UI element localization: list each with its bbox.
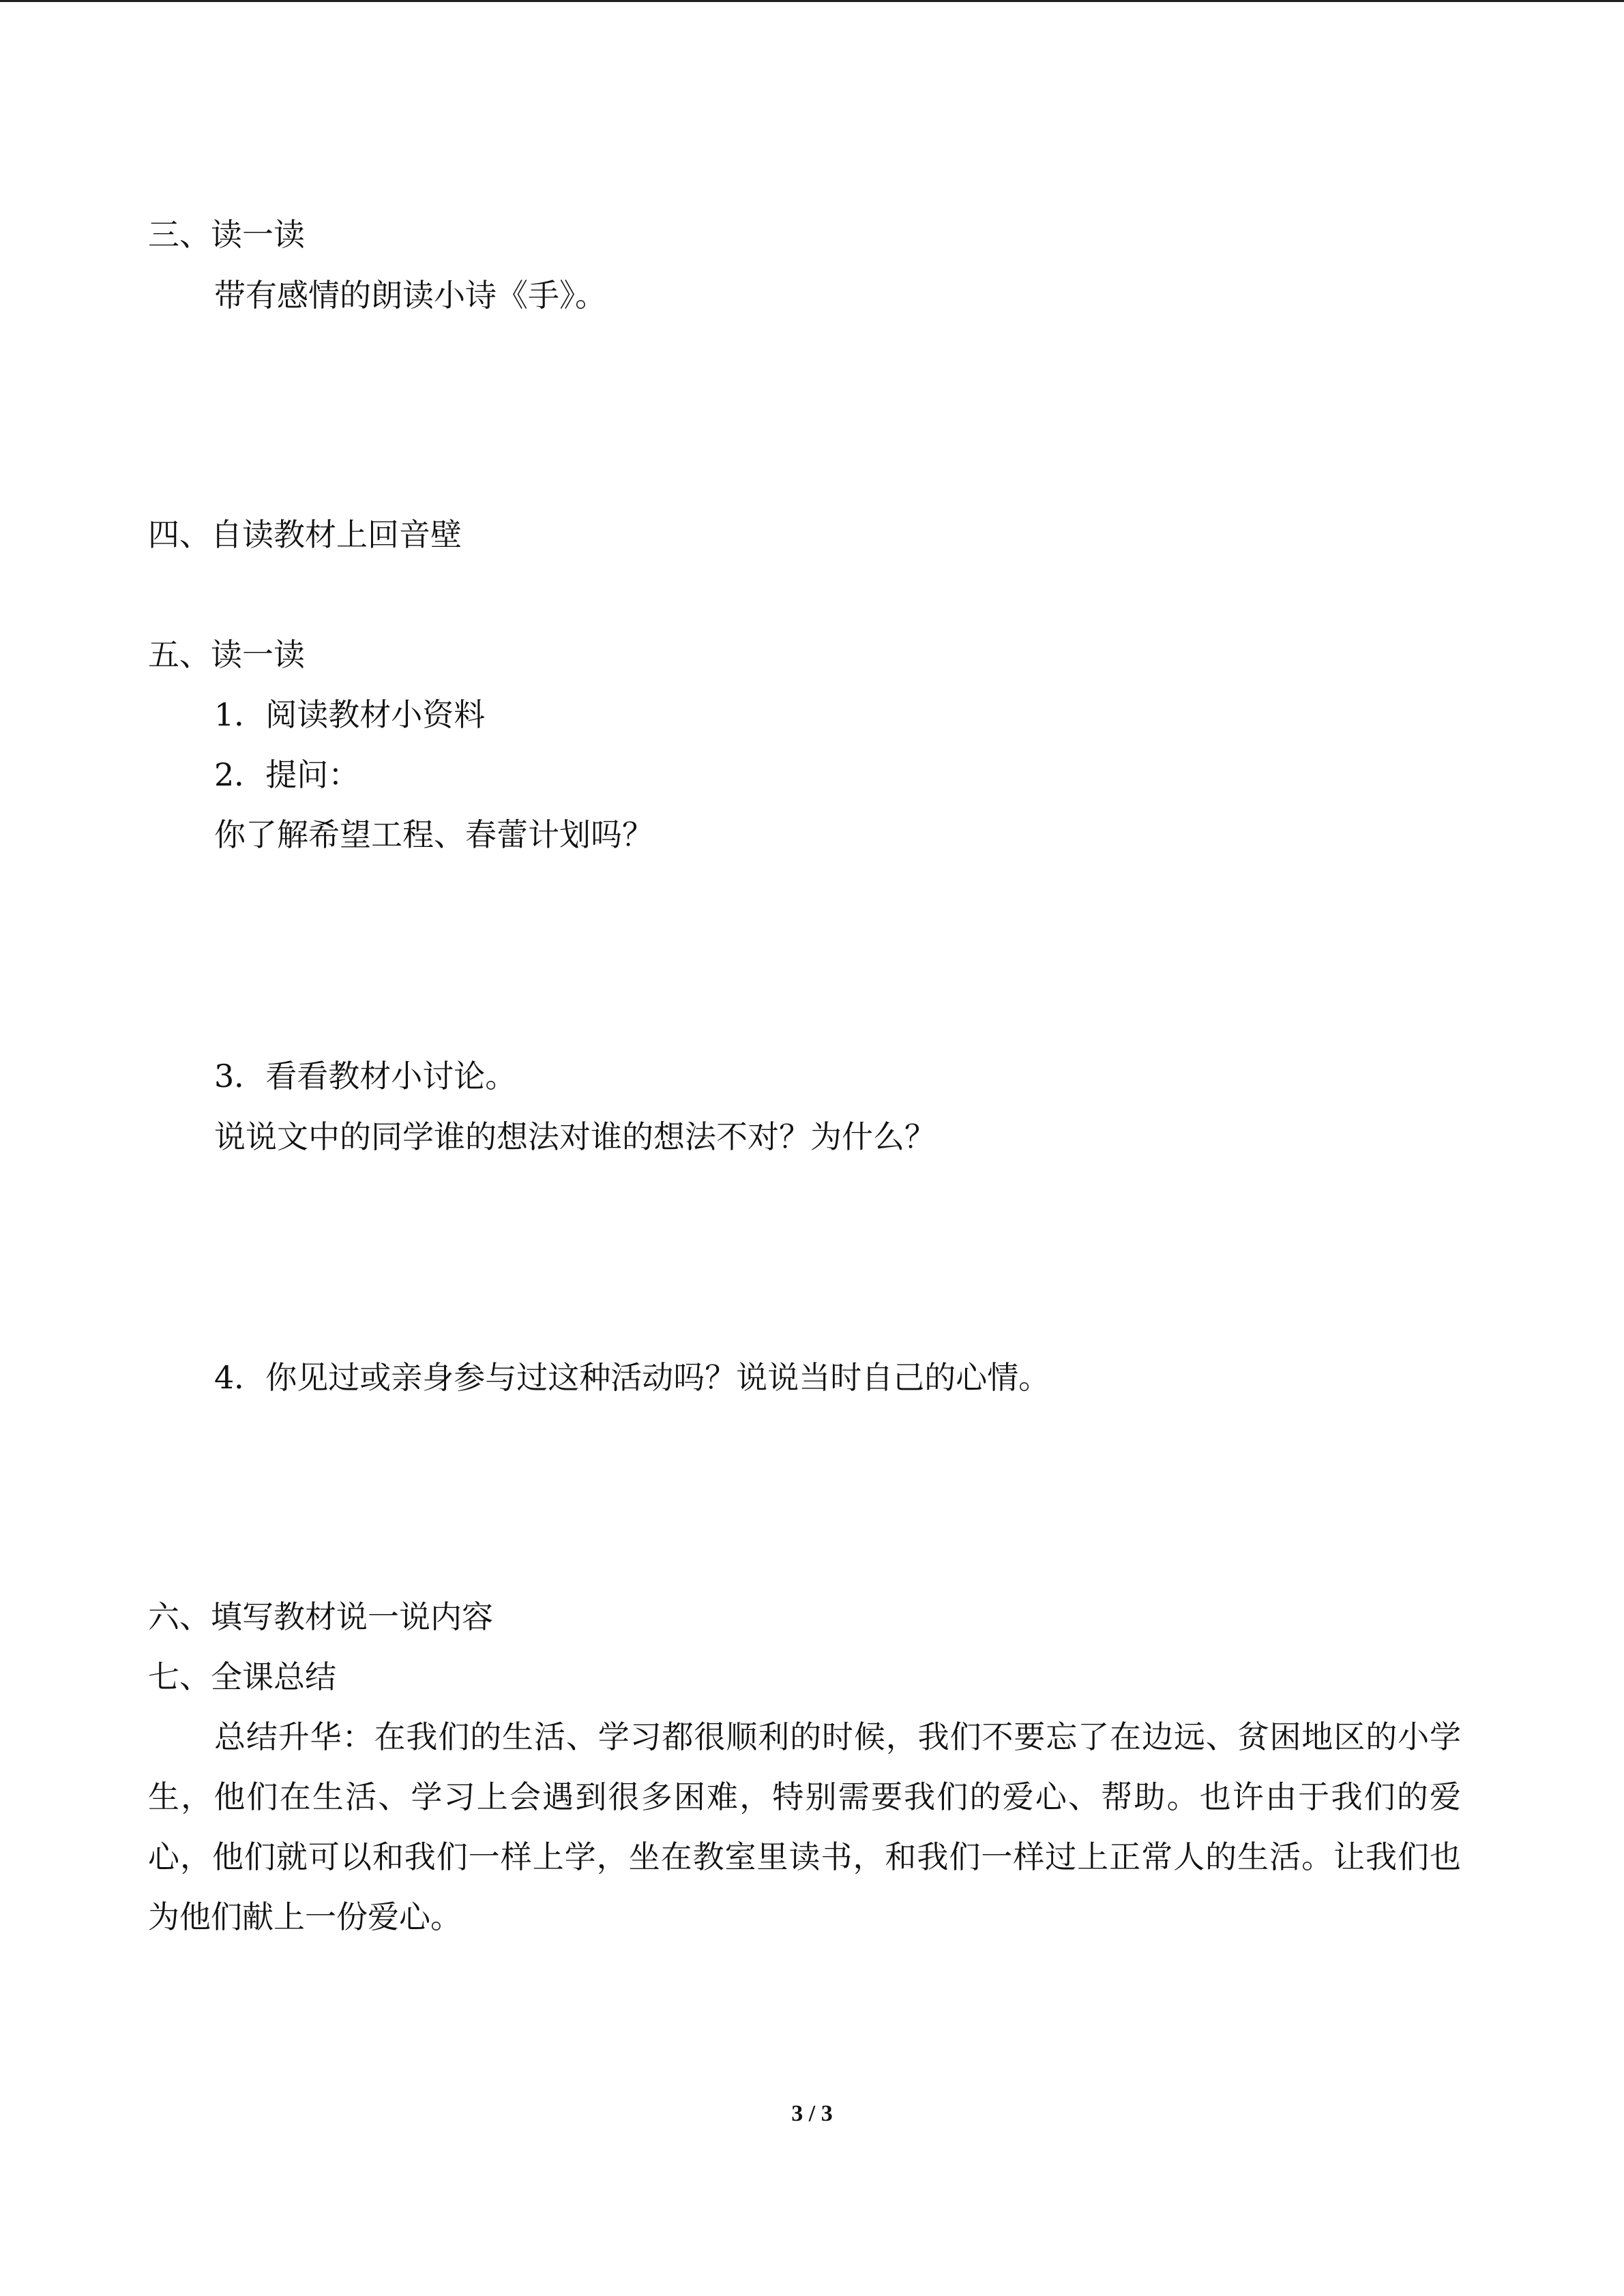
section-heading-6: 六、填写教材说一说内容 [148,1598,493,1635]
section-5-item-4: 4．你见过或亲身参与过这种活动吗？说说当时自己的心情。 [214,1359,1050,1396]
section-heading-7: 七、全课总结 [148,1658,336,1695]
section-heading-4: 四、自读教材上回音壁 [148,516,462,553]
section-5-item-3: 3．看看教材小讨论。 [214,1058,517,1094]
page-number: 3 / 3 [791,2101,833,2126]
section-5-question-3: 说说文中的同学谁的想法对谁的想法不对？为什么？ [214,1118,936,1155]
section-5-item-1: 1．阅读教材小资料 [214,696,486,733]
page-top-border [0,0,1624,2]
summary-paragraph: 总结升华：在我们的生活、学习都很顺利的时候，我们不要忘了在边远、贫困地区的小学生，他们在生活、学习上会遇到很多困难，特别需要我们的爱心、帮助。也许由于我们的爱心，他们就可以和我们一样上学，坐在教室里读书，和我们一样过上正常人的生活。让我们也为他们献上一份爱心。 [148,1718,1461,1935]
section-heading-5: 五、读一读 [148,636,305,673]
section-5-item-2: 2．提问： [214,756,360,793]
section-5-question-1: 你了解希望工程、春蕾计划吗？ [214,816,653,853]
section-3-text: 带有感情的朗读小诗《手》。 [214,277,606,314]
section-heading-3: 三、读一读 [148,216,305,253]
